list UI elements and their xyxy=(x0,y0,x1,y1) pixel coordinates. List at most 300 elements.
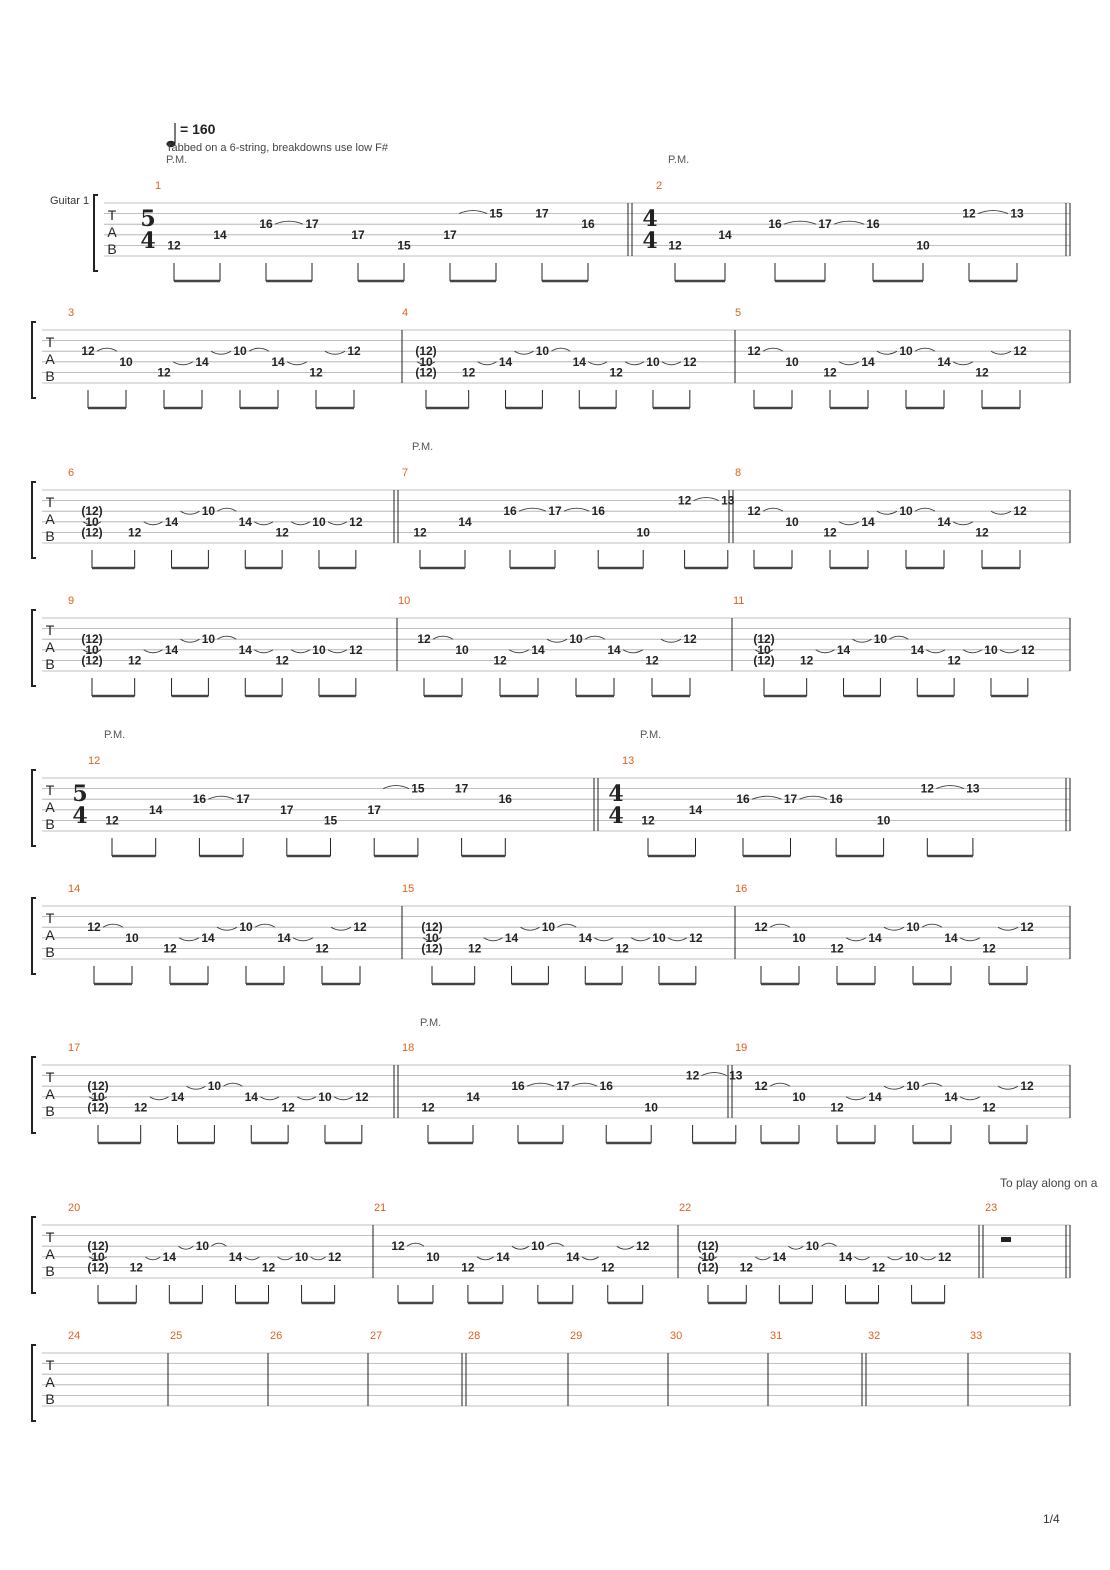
fret-number: 14 xyxy=(718,227,732,242)
fret-number: 12 xyxy=(683,354,697,369)
tie-arc xyxy=(291,650,310,653)
measure-number: 10 xyxy=(398,595,411,607)
fret-number: 14 xyxy=(868,930,882,945)
tie-arc xyxy=(770,1083,790,1086)
fret-number: 12 xyxy=(417,632,431,647)
tie-arc xyxy=(915,348,935,351)
fret-number: 16 xyxy=(192,792,207,807)
palm-mute-label: P.M. xyxy=(104,729,126,741)
tie-arc xyxy=(254,522,273,525)
tie-arc xyxy=(278,1257,293,1260)
staff-bracket xyxy=(32,1345,36,1421)
fret-number: 12 xyxy=(1021,642,1035,657)
tie-arc xyxy=(582,1257,599,1260)
measure-number: 33 xyxy=(970,1330,983,1342)
tie-arc xyxy=(763,508,783,511)
fret-number: 10 xyxy=(805,1239,820,1254)
measure-number: 3 xyxy=(68,307,75,319)
fret-number: 12 xyxy=(641,813,655,828)
fret-number: 12 xyxy=(128,653,142,668)
tempo-marking: = 160 xyxy=(180,121,216,137)
tie-arc xyxy=(854,1257,869,1260)
fret-number: 12 xyxy=(754,1079,768,1094)
tie-arc xyxy=(477,1257,494,1260)
fret-number: 12 xyxy=(947,653,961,668)
tie-arc xyxy=(888,1257,903,1260)
tie-arc xyxy=(325,351,345,354)
fret-number: 14 xyxy=(213,227,227,242)
tab-clef-letter: B xyxy=(45,944,55,960)
tie-arc xyxy=(311,1257,326,1260)
palm-mute-label: P.M. xyxy=(640,729,662,741)
tie-arc xyxy=(557,924,576,927)
measure-number: 32 xyxy=(868,1330,881,1342)
tie-arc xyxy=(179,938,199,941)
fret-number: 10 xyxy=(119,354,133,369)
tie-arc xyxy=(998,1086,1018,1089)
measure-number: 23 xyxy=(985,1202,998,1214)
tie-arc xyxy=(217,508,236,511)
tie-arc xyxy=(926,650,945,653)
tab-clef-letter: B xyxy=(45,816,55,832)
fret-number: 10 xyxy=(85,514,99,529)
measure-number: 17 xyxy=(68,1042,81,1054)
tie-arc xyxy=(839,522,859,525)
fret-number: 12 xyxy=(615,941,629,956)
fret-number: 14 xyxy=(164,642,179,657)
tab-clef-letter: T xyxy=(45,1357,55,1373)
fret-number: 17 xyxy=(280,802,294,817)
fret-number: (12) xyxy=(81,653,103,668)
fret-number: 10 xyxy=(569,632,583,647)
fret-number: 16 xyxy=(581,217,595,232)
time-signature: 5 xyxy=(72,781,88,807)
fret-number: 12 xyxy=(421,1100,435,1115)
fret-number: 14 xyxy=(838,1249,853,1264)
fret-number: 14 xyxy=(201,930,215,945)
tie-arc xyxy=(275,221,303,224)
measure-number: 28 xyxy=(468,1330,481,1342)
measure-number: 29 xyxy=(570,1330,583,1342)
fret-number: 10 xyxy=(233,344,247,359)
tie-arc xyxy=(585,636,605,639)
fret-number: 12 xyxy=(462,365,476,380)
tie-arc xyxy=(145,1257,160,1260)
tab-clef-letter: T xyxy=(45,494,55,510)
instrument-label: Guitar 1 xyxy=(50,195,90,207)
fret-number: 12 xyxy=(1020,1079,1034,1094)
fret-number: 15 xyxy=(489,206,503,221)
measure-number: 9 xyxy=(68,595,75,607)
tab-clef-letter: T xyxy=(45,1229,55,1245)
fret-number: 10 xyxy=(636,525,650,540)
tie-arc xyxy=(617,1246,634,1249)
measure-number: 12 xyxy=(88,755,101,767)
time-signature: 4 xyxy=(608,803,624,829)
fret-number: (12) xyxy=(697,1260,719,1275)
fret-number: 10 xyxy=(312,514,326,529)
tie-arc xyxy=(921,1257,936,1260)
fret-number: 17 xyxy=(367,802,381,817)
fret-number: 12 xyxy=(349,514,363,529)
fret-number: 10 xyxy=(531,1239,545,1254)
tie-arc xyxy=(588,362,607,365)
measure-number: 14 xyxy=(68,883,81,895)
fret-number: 12 xyxy=(668,238,682,253)
fret-number: 15 xyxy=(323,813,338,828)
fret-number: 14 xyxy=(861,514,875,529)
tab-clef-letter: T xyxy=(45,334,55,350)
measure-number: 8 xyxy=(735,467,742,479)
tie-arc xyxy=(936,786,964,789)
fret-number: 12 xyxy=(683,632,697,647)
fret-number: 14 xyxy=(244,1089,258,1104)
palm-mute-label: P.M. xyxy=(166,154,188,166)
tie-arc xyxy=(623,650,643,653)
tie-arc xyxy=(884,1086,904,1089)
tie-arc xyxy=(433,636,453,639)
tie-arc xyxy=(328,522,347,525)
tab-clef-letter: B xyxy=(45,1103,55,1119)
measure-number: 5 xyxy=(735,307,742,319)
tie-arc xyxy=(978,211,1008,214)
measure-number: 21 xyxy=(374,1202,387,1214)
staff-bracket xyxy=(32,482,36,558)
tie-arc xyxy=(223,1083,242,1086)
tie-arc xyxy=(631,938,650,941)
fret-number: 10 xyxy=(201,504,216,519)
fret-number: 14 xyxy=(607,642,621,657)
fret-number: 14 xyxy=(572,354,586,369)
fret-number: 12 xyxy=(261,1260,276,1275)
tie-arc xyxy=(839,362,859,365)
fret-number: 10 xyxy=(792,1089,806,1104)
fret-number: 12 xyxy=(493,653,507,668)
fret-number: (12) xyxy=(81,525,103,540)
fret-number: (12) xyxy=(87,1239,109,1254)
measure-number: 7 xyxy=(402,467,409,479)
staff-bracket xyxy=(32,898,36,974)
tie-arc xyxy=(144,522,163,525)
tie-arc xyxy=(702,1073,727,1076)
fret-number: 10 xyxy=(294,1249,309,1264)
tie-arc xyxy=(254,650,273,653)
tie-arc xyxy=(763,348,783,351)
tie-arc xyxy=(998,927,1018,930)
fret-number: 14 xyxy=(238,642,252,657)
fret-number: 12 xyxy=(920,781,934,796)
tab-clef-letter: B xyxy=(107,241,117,257)
tie-arc xyxy=(334,1097,353,1100)
tie-arc xyxy=(478,362,497,365)
tab-clef-letter: A xyxy=(45,511,55,527)
fret-number: 13 xyxy=(1010,206,1024,221)
tab-clef-letter: A xyxy=(45,1086,55,1102)
fret-number: 10 xyxy=(541,920,556,935)
tie-arc xyxy=(217,636,236,639)
fret-number: 12 xyxy=(461,1260,475,1275)
fret-number: 12 xyxy=(937,1249,952,1264)
measure-number: 4 xyxy=(402,307,409,319)
fret-number: 12 xyxy=(281,1100,295,1115)
fret-number: 13 xyxy=(966,781,980,796)
fret-number: 10 xyxy=(785,514,799,529)
fret-number: 10 xyxy=(873,632,888,647)
tab-clef-letter: B xyxy=(45,528,55,544)
fret-number: 10 xyxy=(455,642,469,657)
measure-number: 24 xyxy=(68,1330,81,1342)
tie-arc xyxy=(846,938,866,941)
fret-number: 12 xyxy=(823,525,837,540)
tie-arc xyxy=(287,362,307,365)
fret-number: 14 xyxy=(149,802,163,817)
fret-number: 17 xyxy=(305,217,319,232)
fret-number: 17 xyxy=(548,504,562,519)
fret-number: 12 xyxy=(823,365,837,380)
measure-number: 27 xyxy=(370,1330,383,1342)
fret-number: 14 xyxy=(578,930,592,945)
tie-arc xyxy=(770,924,790,927)
fret-number: (12) xyxy=(87,1260,109,1275)
fret-number: 14 xyxy=(868,1089,882,1104)
tie-arc xyxy=(297,1097,316,1100)
fret-number: 14 xyxy=(836,642,851,657)
tab-clef-letter: A xyxy=(45,1374,55,1390)
fret-number: 16 xyxy=(259,217,273,232)
tie-arc xyxy=(515,351,534,354)
tie-arc xyxy=(755,1257,770,1260)
fret-number: 17 xyxy=(783,792,798,807)
fret-number: 10 xyxy=(899,504,913,519)
fret-number: 10 xyxy=(916,238,930,253)
tie-arc xyxy=(459,211,487,214)
tie-arc xyxy=(661,639,681,642)
fret-number: 12 xyxy=(87,920,101,935)
tie-arc xyxy=(662,362,681,365)
tie-arc xyxy=(625,362,644,365)
tie-arc xyxy=(547,1243,564,1246)
tie-arc xyxy=(816,650,835,653)
fret-number: 10 xyxy=(91,1249,105,1264)
fret-number: 17 xyxy=(818,217,832,232)
fret-number: 10 xyxy=(125,930,139,945)
fret-number: 10 xyxy=(904,1249,919,1264)
time-signature: 4 xyxy=(140,228,156,254)
fret-number: 14 xyxy=(566,1249,580,1264)
fret-number: (12) xyxy=(753,653,775,668)
fret-number: (12) xyxy=(87,1100,109,1115)
tab-clef-letter: A xyxy=(45,351,55,367)
tie-arc xyxy=(181,511,200,514)
fret-number: 12 xyxy=(413,525,427,540)
tie-arc xyxy=(255,924,275,927)
fret-number: 12 xyxy=(747,344,761,359)
tab-clef-letter: B xyxy=(45,368,55,384)
measure-number: 30 xyxy=(670,1330,683,1342)
fret-number: 13 xyxy=(721,493,735,508)
measure-number: 20 xyxy=(68,1202,81,1214)
tie-arc xyxy=(208,796,234,799)
fret-number: 14 xyxy=(271,354,285,369)
tie-arc xyxy=(407,1243,424,1246)
fret-number: 16 xyxy=(498,792,512,807)
fret-number: 17 xyxy=(556,1079,570,1094)
fret-number: 12 xyxy=(830,1100,844,1115)
fret-number: 10 xyxy=(425,930,439,945)
tie-arc xyxy=(244,1257,259,1260)
tie-arc xyxy=(788,1246,803,1249)
fret-number: 10 xyxy=(85,642,99,657)
fret-number: 12 xyxy=(636,1239,650,1254)
fret-number: 12 xyxy=(609,365,623,380)
tie-arc xyxy=(877,511,897,514)
tie-arc xyxy=(915,508,935,511)
tie-arc xyxy=(922,924,942,927)
fret-number: 12 xyxy=(163,941,177,956)
fret-number: 14 xyxy=(504,930,519,945)
fret-number: 16 xyxy=(503,504,517,519)
measure-number: 1 xyxy=(155,180,162,192)
time-signature: 4 xyxy=(642,206,658,232)
fret-number: 10 xyxy=(701,1249,715,1264)
fret-number: 16 xyxy=(591,504,605,519)
tie-arc xyxy=(564,508,589,511)
tab-clef-letter: T xyxy=(107,207,117,223)
tie-arc xyxy=(889,636,908,639)
measure-number: 16 xyxy=(735,883,748,895)
fret-number: (12) xyxy=(415,365,437,380)
fret-number: 12 xyxy=(982,941,996,956)
tie-arc xyxy=(512,1246,529,1249)
fret-number: 12 xyxy=(129,1260,143,1275)
measure-number: 26 xyxy=(270,1330,283,1342)
fret-number: (12) xyxy=(421,920,443,935)
fret-number: 12 xyxy=(645,653,659,668)
tie-arc xyxy=(521,927,540,930)
fret-number: 10 xyxy=(906,1079,920,1094)
fret-number: (12) xyxy=(697,1239,719,1254)
measure-number: 19 xyxy=(735,1042,748,1054)
measure-number: 18 xyxy=(402,1042,415,1054)
play-along-note: To play along on a xyxy=(1000,1176,1098,1190)
tie-arc xyxy=(331,927,351,930)
tie-arc xyxy=(328,650,347,653)
measure-number: 2 xyxy=(656,180,663,192)
fret-number: (12) xyxy=(87,1079,109,1094)
fret-number: (12) xyxy=(81,504,103,519)
tie-arc xyxy=(217,927,237,930)
tab-clef-letter: A xyxy=(45,1246,55,1262)
fret-number: 15 xyxy=(411,781,425,796)
fret-number: 17 xyxy=(236,792,250,807)
fret-number: 14 xyxy=(164,514,179,529)
fret-number: 10 xyxy=(792,930,806,945)
staff-bracket xyxy=(32,1217,36,1293)
fret-number: 10 xyxy=(652,930,666,945)
fret-number: 10 xyxy=(785,354,799,369)
fret-number: 13 xyxy=(729,1068,743,1083)
fret-number: 15 xyxy=(397,238,411,253)
fret-number: 14 xyxy=(910,642,924,657)
tie-arc xyxy=(97,348,117,351)
fret-number: 16 xyxy=(866,217,880,232)
tie-arc xyxy=(103,924,123,927)
staff-bracket xyxy=(32,770,36,846)
fret-number: 14 xyxy=(170,1089,185,1104)
fret-number: 12 xyxy=(747,504,761,519)
tab-clef-letter: A xyxy=(45,927,55,943)
tie-arc xyxy=(991,511,1011,514)
fret-number: 14 xyxy=(944,930,958,945)
tie-arc xyxy=(211,351,231,354)
fret-number: 12 xyxy=(105,813,119,828)
tie-arc xyxy=(846,1097,866,1100)
measure-number: 11 xyxy=(733,595,745,607)
fret-number: 14 xyxy=(498,354,513,369)
fret-number: 14 xyxy=(228,1249,243,1264)
tie-arc xyxy=(1000,650,1019,653)
fret-number: 10 xyxy=(757,642,771,657)
fret-number: 14 xyxy=(531,642,545,657)
tie-arc xyxy=(547,639,567,642)
tie-arc xyxy=(572,1083,597,1086)
tie-arc xyxy=(173,362,193,365)
tab-clef-letter: T xyxy=(45,910,55,926)
fret-number: 12 xyxy=(349,642,363,657)
fret-number: (12) xyxy=(753,632,775,647)
fret-number: 10 xyxy=(312,642,326,657)
tab-clef-letter: A xyxy=(45,799,55,815)
tab-comment: Tabbed on a 6-string, breakdowns use low F# xyxy=(166,142,388,154)
fret-number: 17 xyxy=(443,227,457,242)
page-number: 1/4 xyxy=(1043,1512,1060,1526)
whole-rest xyxy=(1001,1237,1011,1242)
fret-number: 10 xyxy=(906,920,920,935)
tie-arc xyxy=(853,639,872,642)
fret-number: 10 xyxy=(239,920,253,935)
tie-arc xyxy=(877,351,897,354)
fret-number: 14 xyxy=(944,1089,958,1104)
fret-number: 12 xyxy=(167,238,181,253)
measure-number: 13 xyxy=(622,755,635,767)
tie-arc xyxy=(953,362,973,365)
tie-arc xyxy=(694,498,719,501)
fret-number: 10 xyxy=(419,354,433,369)
tie-arc xyxy=(150,1097,169,1100)
tab-clef-letter: A xyxy=(45,639,55,655)
tie-arc xyxy=(594,938,613,941)
palm-mute-label: P.M. xyxy=(668,154,690,166)
fret-number: 10 xyxy=(535,344,550,359)
tie-arc xyxy=(187,1086,206,1089)
tie-arc xyxy=(668,938,687,941)
tie-arc xyxy=(178,1246,193,1249)
fret-number: 16 xyxy=(599,1079,613,1094)
fret-number: 12 xyxy=(739,1260,753,1275)
fret-number: 14 xyxy=(861,354,875,369)
fret-number: 12 xyxy=(601,1260,615,1275)
measure-number: 15 xyxy=(402,883,415,895)
fret-number: 12 xyxy=(754,920,768,935)
fret-number: 14 xyxy=(688,802,703,817)
staff-bracket xyxy=(32,610,36,686)
fret-number: 14 xyxy=(458,514,472,529)
tie-arc xyxy=(293,938,313,941)
fret-number: 14 xyxy=(195,354,209,369)
tie-arc xyxy=(211,1243,226,1246)
tab-clef-letter: T xyxy=(45,782,55,798)
tie-arc xyxy=(991,351,1011,354)
